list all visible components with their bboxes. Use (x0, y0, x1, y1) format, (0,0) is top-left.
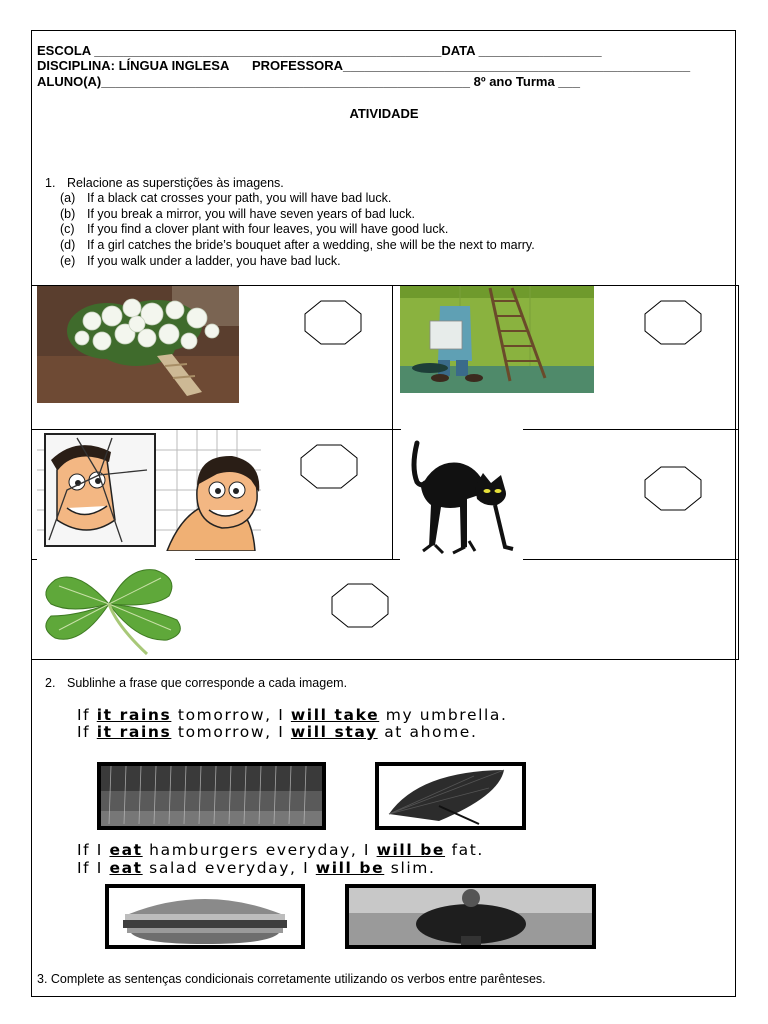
question-1-text: Relacione as superstições às imagens. (67, 176, 284, 190)
bouquet-image (37, 286, 239, 403)
fat-person-image (345, 884, 596, 949)
table-line (31, 559, 37, 560)
hamburger-icon (109, 888, 301, 945)
sentence-hamburgers-fat[interactable]: If I eat hamburgers everyday, I will be fat. (77, 841, 484, 859)
option-b: (b) If you break a mirror, you will have seven years of bad luck. (60, 207, 415, 221)
umbrella-image (375, 762, 526, 830)
rain-icon (101, 766, 322, 826)
sentence-rain-home[interactable]: If it rains tomorrow, I will stay at ahome. (77, 723, 478, 741)
ladder-image (400, 286, 594, 393)
question-2 (45, 676, 347, 692)
answer-octagon[interactable] (300, 444, 358, 489)
question-1-number: 1. (45, 176, 56, 190)
table-line (195, 559, 400, 560)
fat-person-icon (349, 888, 592, 945)
page-title: ATIVIDADE (349, 106, 419, 121)
umbrella-icon (379, 766, 522, 826)
rain-image (97, 762, 326, 830)
question-3: 3. Complete as sentenças condicionais corretamente utilizando os verbos entre parênteses. (37, 972, 546, 986)
answer-octagon[interactable] (304, 300, 362, 345)
sentence-rain-umbrella[interactable]: If it rains tomorrow, I will take my umbrella. (77, 706, 508, 724)
broken-mirror-image (37, 430, 261, 551)
table-line (392, 285, 393, 560)
answer-octagon[interactable] (644, 466, 702, 511)
answer-octagon[interactable] (644, 300, 702, 345)
option-d: (d) If a girl catches the bride’s bouquet after a wedding, she will be the next to marry. (60, 238, 535, 252)
table-line (523, 429, 739, 430)
header-professora: PROFESSORA________________________________________________ (252, 58, 691, 73)
hamburger-image (105, 884, 305, 949)
question-2-text: Sublinhe a frase que corresponde a cada imagem. (67, 676, 348, 690)
table-line (738, 285, 739, 660)
header-escola: ESCOLA ________________________________________________DATA _________________ (37, 43, 602, 58)
table-line (31, 659, 739, 660)
table-line (523, 559, 739, 560)
question-1 (45, 176, 284, 192)
clover-image (37, 562, 189, 658)
answer-octagon[interactable] (331, 583, 389, 628)
option-a: (a) If a black cat crosses your path, you will have bad luck. (60, 191, 392, 205)
table-line (31, 285, 32, 660)
sentence-salad-slim[interactable]: If I eat salad everyday, I will be slim. (77, 859, 436, 877)
option-e: (e) If you walk under a ladder, you have bad luck. (60, 254, 341, 268)
option-c: (c) If you find a clover plant with four leaves, you will have good luck. (60, 222, 449, 236)
black-cat-image (405, 437, 523, 557)
header-disciplina: DISCIPLINA: LÍNGUA INGLESA (37, 58, 230, 73)
header-aluno: ALUNO(A)___________________________________________________ 8º ano Turma ___ (37, 74, 580, 89)
question-2-number: 2. (45, 676, 56, 690)
